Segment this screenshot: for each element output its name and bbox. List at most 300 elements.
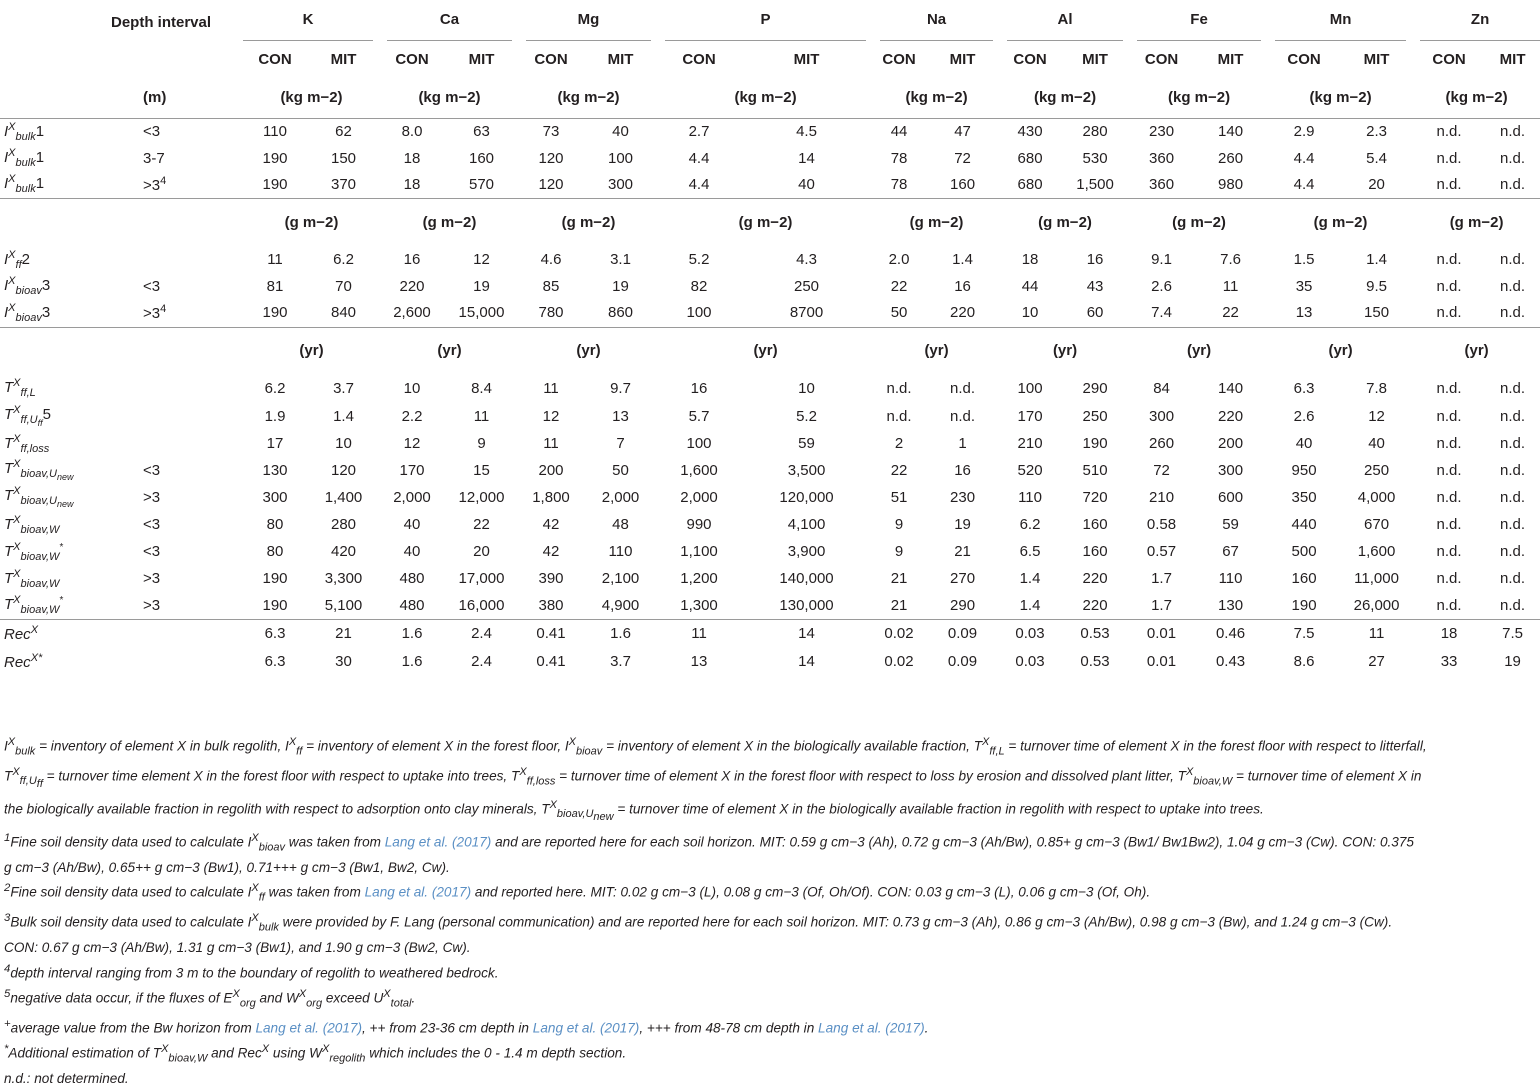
value-cell: 190	[262, 149, 288, 167]
value-cell: 2,000	[680, 489, 718, 506]
value-cell: 110	[1218, 570, 1243, 587]
value-cell: 11	[267, 251, 283, 268]
value-cell: 72	[1153, 462, 1170, 479]
value-cell: 16	[954, 462, 971, 479]
value-cell: 6.3	[1293, 379, 1315, 397]
table-row	[0, 619, 1540, 647]
value-cell: 160	[1082, 516, 1108, 533]
value-cell: 9	[894, 516, 904, 533]
value-cell: 0.09	[925, 619, 1000, 647]
value-cell: 80	[266, 516, 284, 533]
value-cell: n.d.	[1436, 462, 1462, 479]
value-cell: n.d.	[1500, 379, 1526, 397]
value-cell: 600	[1218, 489, 1244, 506]
value-cell: n.d.	[1436, 570, 1462, 587]
value-cell: 1.6	[401, 653, 423, 670]
value-cell: 260	[1149, 435, 1175, 452]
row-label: $T^X_{bioav,W}$	[4, 513, 60, 536]
value-cell: 78	[890, 149, 908, 167]
value-cell: 30	[335, 653, 352, 670]
con-header: CON	[534, 50, 568, 68]
depth-cell: <3	[105, 118, 243, 145]
unit-header: (yr)	[243, 327, 380, 373]
value-cell: 5,100	[324, 596, 363, 614]
value-cell: 950	[1291, 462, 1317, 479]
value-cell: 2.9	[1268, 118, 1340, 145]
value-cell: 17	[266, 435, 284, 452]
value-cell: 160	[950, 175, 976, 193]
footnote-2: $^2$Fine soil density data used to calculate $I^X_{ff}$ was taken from Lang et al. (2017) and reported here. MIT: 0.02 g cm−3 (L), 0.08 g cm−3 (Of, Oh/Of). CON: 0.03 g cm−3 (L), 0.06 g cm−3 (Of, Oh).	[4, 882, 1151, 904]
value-cell: 81	[266, 277, 284, 295]
value-cell: n.d.	[1500, 175, 1526, 193]
value-cell: 16	[954, 277, 971, 295]
value-cell: 300	[262, 489, 288, 506]
value-cell: 190	[262, 175, 288, 193]
value-cell: 290	[950, 596, 976, 614]
depth-cell: >3	[143, 489, 161, 506]
value-cell: 9.1	[1151, 251, 1172, 268]
value-cell: n.d.	[950, 408, 976, 425]
value-cell: 16	[403, 251, 421, 268]
depth-cell: 3-7	[143, 149, 165, 167]
value-cell: 4.4	[1293, 149, 1315, 167]
value-cell: 530	[1082, 149, 1108, 167]
value-cell: 13	[612, 408, 629, 425]
value-cell: 190	[1291, 596, 1317, 614]
value-cell: 14	[798, 149, 815, 167]
header-elements-row	[0, 0, 1540, 40]
con-header: CON	[1144, 50, 1179, 68]
value-cell: 48	[612, 516, 629, 533]
depth-cell	[105, 246, 243, 273]
value-cell: 7.8	[1366, 379, 1387, 397]
value-cell: 230	[1130, 118, 1193, 145]
row-label: $T^X_{ff,loss}$	[4, 432, 50, 455]
value-cell: 1	[958, 435, 967, 452]
value-cell: 21	[890, 596, 908, 614]
value-cell: n.d.	[1500, 516, 1526, 533]
value-cell: 18	[403, 149, 421, 167]
table-row	[0, 373, 1540, 403]
unit-header: (yr)	[1130, 327, 1268, 373]
con-header: CON	[882, 50, 916, 68]
value-cell: 480	[399, 570, 425, 587]
value-cell: 110	[243, 118, 307, 145]
value-cell: 100	[686, 304, 712, 322]
value-cell: 12	[542, 408, 560, 425]
value-cell: 5.2	[688, 251, 710, 268]
value-cell: 430	[1000, 118, 1060, 145]
value-cell: 82	[690, 277, 708, 295]
value-cell: 200	[538, 462, 564, 479]
value-cell: 11	[473, 408, 490, 425]
value-cell: 0.57	[1146, 543, 1177, 560]
value-cell: 2,000	[601, 489, 640, 506]
value-cell: 350	[1291, 489, 1317, 506]
value-cell: 11	[1222, 277, 1239, 295]
value-cell: 20	[473, 543, 490, 560]
unit-header: (g m−2)	[658, 198, 873, 246]
table-row	[0, 538, 1540, 565]
value-cell: 13	[1295, 304, 1313, 322]
value-cell: 160	[468, 149, 495, 167]
value-cell: 1,500	[1076, 175, 1114, 193]
value-cell: 1.6	[380, 619, 444, 647]
value-cell: 0.41	[536, 653, 566, 670]
footnote-5: $^5$negative data occur, if the fluxes of $E^X_{org}$ and $W^X_{org}$ exceed $U^X_{total}$.	[4, 987, 416, 1009]
value-cell: 4.6	[540, 251, 562, 268]
value-cell: 380	[538, 596, 564, 614]
value-cell: 130	[262, 462, 288, 479]
value-cell: 5.7	[688, 408, 710, 425]
value-cell: 16	[690, 379, 708, 397]
value-cell: 210	[1017, 435, 1043, 452]
value-cell: 220	[1082, 570, 1108, 587]
value-cell: 0.01	[1146, 653, 1177, 670]
value-cell: 220	[399, 277, 425, 295]
con-header: CON	[258, 50, 292, 68]
value-cell: 4.5	[740, 118, 873, 145]
value-cell: 1.4	[1019, 570, 1041, 587]
element-header-k: K	[243, 0, 380, 40]
value-cell: 280	[1060, 118, 1130, 145]
value-cell: 140,000	[779, 570, 834, 587]
value-cell: 3.1	[610, 251, 631, 268]
unit-header: (yr)	[873, 327, 1000, 373]
value-cell: n.d.	[950, 379, 976, 397]
value-cell: 1.6	[583, 619, 658, 647]
value-cell: 22	[473, 516, 490, 533]
value-cell: 520	[1017, 462, 1043, 479]
value-cell: n.d.	[1485, 118, 1540, 145]
value-cell: 40	[403, 543, 421, 560]
value-cell: 1,600	[680, 462, 718, 479]
value-cell: n.d.	[1500, 543, 1526, 560]
value-cell: 18	[403, 175, 421, 193]
value-cell: n.d.	[1436, 251, 1462, 268]
value-cell: 420	[330, 543, 357, 560]
value-cell: 21	[307, 619, 380, 647]
unit-header: (g m−2)	[1000, 198, 1130, 246]
con-header: CON	[1287, 50, 1321, 68]
depth-cell: $>3^4$	[143, 303, 167, 323]
depth-cell	[105, 619, 243, 647]
row-label: $I^X_{bioav}3$	[4, 301, 51, 324]
value-cell: n.d.	[1500, 277, 1526, 295]
unit-header: (kg m−2)	[1167, 89, 1231, 107]
value-cell: 0.53	[1060, 619, 1130, 647]
value-cell: 2,100	[601, 570, 640, 587]
value-cell: 26,000	[1353, 596, 1400, 614]
value-cell: 5.4	[1366, 149, 1387, 167]
value-cell: 18	[1021, 251, 1039, 268]
value-cell: 200	[1218, 435, 1244, 452]
value-cell: 130,000	[779, 596, 834, 614]
depth-cell	[105, 403, 243, 430]
unit-header: (kg m−2)	[905, 89, 968, 107]
value-cell: 2,000	[393, 489, 431, 506]
value-cell: 84	[1153, 379, 1170, 397]
value-cell: 100	[686, 435, 712, 452]
value-cell: 7.4	[1151, 304, 1172, 322]
table-row	[0, 145, 1540, 171]
value-cell: 0.58	[1146, 516, 1177, 533]
value-cell: 59	[1222, 516, 1239, 533]
unit-header: (yr)	[1268, 327, 1413, 373]
value-cell: 1.4	[1366, 251, 1387, 268]
value-cell: 2.3	[1340, 118, 1413, 145]
value-cell: 250	[1364, 462, 1390, 479]
value-cell: n.d.	[1500, 462, 1526, 479]
mit-header: MIT	[1499, 50, 1526, 68]
mit-header: MIT	[468, 50, 495, 68]
reference-link[interactable]: Lang et al. (2017)	[255, 1020, 362, 1036]
value-cell: 10	[798, 379, 815, 397]
value-cell: 11	[543, 435, 559, 452]
footnote-definitions: $I^X_{bulk}$ = inventory of element X in bulk regolith, $I^X_{ff}$ = inventory of element X in the forest floor, $I^X_{bioav}$ = inventory of element X in the biologically available fraction, $T^X_{ff,L}$ = turnover time of element X in the forest floor with respect to litterfall,	[4, 736, 1427, 758]
value-cell: 190	[1082, 435, 1108, 452]
value-cell: n.d.	[1500, 304, 1526, 322]
footnote-1: $^1$Fine soil density data used to calculate $I^X_{bioav}$ was taken from Lang et al. (2017) and are reported here for each soil horizon. MIT: 0.59 g cm−3 (Ah), 0.72 g cm−3 (Ah/Bw), 0.85+ g cm−3 (Bw1/ Bw1Bw2), 1.04 g cm−3 (Cw). CON: 0.375	[4, 831, 1414, 854]
value-cell: n.d.	[886, 408, 912, 425]
value-cell: 15,000	[458, 304, 505, 322]
value-cell: 100	[1017, 379, 1043, 397]
value-cell: 60	[1086, 304, 1104, 322]
value-cell: 250	[794, 277, 820, 295]
value-cell: n.d.	[1436, 596, 1462, 614]
depth-cell	[105, 430, 243, 457]
unit-header: (kg m−2)	[557, 89, 620, 107]
value-cell: 4,100	[787, 516, 826, 533]
value-cell: 1.7	[1151, 596, 1172, 614]
value-cell: 70	[335, 277, 352, 295]
unit-header: (g m−2)	[873, 198, 1000, 246]
value-cell: 150	[1364, 304, 1390, 322]
value-cell: 10	[335, 435, 352, 452]
value-cell: 0.01	[1130, 619, 1193, 647]
unit-header: (g m−2)	[519, 198, 658, 246]
table-row	[0, 565, 1540, 592]
unit-header: (kg m−2)	[1445, 89, 1508, 107]
value-cell: 4.3	[796, 251, 817, 268]
value-cell: 40	[1368, 435, 1385, 452]
depth-cell: $>3^4$	[143, 174, 167, 194]
value-cell: 7.5	[1485, 619, 1540, 647]
value-cell: 1.4	[333, 408, 354, 425]
value-cell: 370	[330, 175, 357, 193]
value-cell: 140	[1193, 118, 1268, 145]
value-cell: 0.53	[1080, 653, 1110, 670]
value-cell: 6.3	[243, 619, 307, 647]
value-cell: 2.6	[1151, 277, 1172, 295]
element-header-na: Na	[873, 0, 1000, 40]
value-cell: 120	[330, 462, 357, 479]
value-cell: n.d.	[1500, 149, 1526, 167]
value-cell: 73	[519, 118, 583, 145]
value-cell: 9	[477, 435, 486, 452]
value-cell: 3.7	[333, 379, 354, 397]
value-cell: 100	[607, 149, 634, 167]
row-label: $T^X_{ff,L}$	[4, 377, 36, 399]
value-cell: 300	[1218, 462, 1244, 479]
value-cell: 2	[894, 435, 904, 452]
unit-row-kg	[0, 78, 1540, 118]
value-cell: n.d.	[1413, 118, 1485, 145]
value-cell: 440	[1291, 516, 1317, 533]
value-cell: n.d.	[1500, 408, 1526, 425]
value-cell: 0.41	[519, 619, 583, 647]
value-cell: 50	[612, 462, 629, 479]
value-cell: 4.4	[688, 149, 710, 167]
reference-link[interactable]: Lang et al. (2017)	[384, 834, 492, 850]
value-cell: 170	[399, 462, 425, 479]
row-label: Rec$^{X*}$	[4, 652, 43, 671]
unit-header: (kg m−2)	[1033, 89, 1097, 107]
value-cell: 150	[330, 149, 357, 167]
value-cell: 270	[950, 570, 976, 587]
value-cell: 3,300	[324, 570, 363, 587]
table-row	[0, 647, 1540, 676]
value-cell: n.d.	[1500, 435, 1526, 452]
value-cell: 390	[538, 570, 564, 587]
value-cell: 18	[1413, 619, 1485, 647]
header-treatment-row	[0, 40, 1540, 78]
value-cell: 42	[542, 516, 560, 533]
footnote-1-cont: g cm−3 (Ah/Bw), 0.65++ g cm−3 (Bw1), 0.71+++ g cm−3 (Bw1, Bw2, Cw).	[4, 859, 450, 875]
value-cell: 160	[1291, 570, 1317, 587]
value-cell: 7	[616, 435, 625, 452]
value-cell: 44	[873, 118, 925, 145]
value-cell: 47	[925, 118, 1000, 145]
value-cell: 190	[262, 570, 288, 587]
value-cell: 9.7	[610, 379, 631, 397]
mit-header: MIT	[1363, 50, 1390, 68]
value-cell: 230	[950, 489, 976, 506]
row-label: $I^X_{bulk}1$	[4, 173, 45, 196]
unit-header: (g m−2)	[243, 198, 380, 246]
unit-header: (g m−2)	[1268, 198, 1413, 246]
unit-header: (yr)	[658, 327, 873, 373]
unit-header: (g m−2)	[1413, 198, 1540, 246]
row-label: $I^X_{ff}2$	[4, 248, 30, 271]
footnote-6: +average value from the Bw horizon from Lang et al. (2017), ++ from 23-36 cm depth in Lang et al. (2017), +++ from 48-78 cm depth in Lang et al. (2017).	[4, 1017, 929, 1036]
value-cell: 6.5	[1019, 543, 1041, 560]
value-cell: 85	[542, 277, 560, 295]
value-cell: 21	[890, 570, 908, 587]
table-row	[0, 592, 1540, 619]
footnote-definitions-2: $T^X_{ff,U_{ff}}$ = turnover time element X in the forest floor with respect to uptake into trees, $T^X_{ff,loss}$ = turnover time of element X in the forest floor with respect to loss by erosion and dissolved plant litter, $T^X_{bioav,W}$ = turnover time of element X in	[4, 765, 1422, 791]
reference-link[interactable]: Lang et al. (2017)	[364, 884, 472, 900]
unit-row-yr	[0, 327, 1540, 373]
unit-header: (g m−2)	[1130, 198, 1268, 246]
row-label: $T^X_{bioav,W}$	[4, 567, 60, 590]
con-header: CON	[682, 50, 716, 68]
unit-header: (kg m−2)	[1309, 89, 1372, 107]
value-cell: n.d.	[1436, 408, 1462, 425]
value-cell: 990	[686, 516, 712, 533]
table-row	[0, 403, 1540, 430]
value-cell: 2.0	[888, 251, 910, 268]
value-cell: 40	[403, 516, 421, 533]
table-row	[0, 118, 1540, 145]
footnote-8: n.d.: not determined.	[4, 1070, 129, 1086]
value-cell: 4.4	[688, 175, 710, 193]
value-cell: 80	[266, 543, 284, 560]
value-cell: 11	[543, 379, 559, 397]
value-cell: 4,000	[1357, 489, 1396, 506]
reference-link[interactable]: Lang et al. (2017)	[532, 1020, 640, 1036]
value-cell: 0.43	[1215, 653, 1246, 670]
value-cell: 130	[1218, 596, 1244, 614]
mit-header: MIT	[330, 50, 357, 68]
value-cell: 17,000	[458, 570, 505, 587]
value-cell: 860	[607, 304, 634, 322]
value-cell: 1,200	[680, 570, 718, 587]
footnote-3: $^3$Bulk soil density data used to calculate $I^X_{bulk}$ were provided by F. Lang (personal communication) and are reported here for each soil horizon. MIT: 0.73 g cm−3 (Ah), 0.86 g cm−3 (Ah/Bw), 0.98 g cm−3 (Bw), and 1.24 g cm−3 (Cw).	[4, 912, 1393, 934]
value-cell: 1.5	[1293, 251, 1315, 268]
unit-header: (kg m−2)	[280, 89, 343, 107]
value-cell: 8700	[789, 304, 824, 322]
value-cell: 6.2	[264, 379, 286, 397]
con-header: CON	[395, 50, 429, 68]
value-cell: 4.4	[1293, 175, 1315, 193]
value-cell: 360	[1149, 175, 1175, 193]
row-label: $T^X_{bioav,U_{new}}$	[4, 485, 74, 510]
depth-unit-header: (m)	[143, 89, 167, 107]
table-row	[0, 171, 1540, 198]
row-label: $T^X_{bioav,W}^*$	[4, 540, 64, 563]
value-cell: 19	[1504, 653, 1521, 670]
value-cell: 11	[1340, 619, 1413, 647]
value-cell: n.d.	[886, 379, 912, 397]
value-cell: 72	[954, 149, 971, 167]
unit-header: (yr)	[519, 327, 658, 373]
value-cell: 1,100	[680, 543, 718, 560]
value-cell: 11	[658, 619, 740, 647]
value-cell: 12	[473, 251, 490, 268]
value-cell: 500	[1291, 543, 1317, 560]
row-label: $I^X_{bulk}1$	[0, 118, 105, 145]
value-cell: 63	[444, 118, 519, 145]
element-header-ca: Ca	[380, 0, 519, 40]
footnote-7: *Additional estimation of $T^X_{bioav,W}$ and Rec$^X$ using $W^X_{regolith}$ which includes the 0 - 1.4 m depth section.	[4, 1042, 627, 1064]
value-cell: 12,000	[458, 489, 505, 506]
value-cell: 220	[1218, 408, 1244, 425]
depth-interval-header: Depth interval	[111, 14, 212, 31]
footnote-4: $^4$depth interval ranging from 3 m to the boundary of regolith to weathered bedrock.	[4, 962, 499, 981]
value-cell: 6.2	[333, 251, 354, 268]
value-cell: 160	[1082, 543, 1108, 560]
value-cell: n.d.	[1436, 435, 1462, 452]
value-cell: 14	[740, 619, 873, 647]
value-cell: 8.4	[471, 379, 492, 397]
value-cell: 140	[1218, 379, 1244, 397]
value-cell: 7.5	[1268, 619, 1340, 647]
value-cell: 220	[950, 304, 976, 322]
element-header-mn: Mn	[1268, 0, 1413, 40]
value-cell: n.d.	[1500, 570, 1526, 587]
value-cell: 19	[473, 277, 490, 295]
con-header: CON	[1013, 50, 1047, 68]
reference-link[interactable]: Lang et al. (2017)	[818, 1020, 925, 1036]
value-cell: 40	[798, 175, 815, 193]
value-cell: 0.02	[873, 619, 925, 647]
value-cell: 3,500	[787, 462, 826, 479]
value-cell: n.d.	[1436, 304, 1462, 322]
value-cell: 1.7	[1151, 570, 1172, 587]
value-cell: 5.2	[796, 408, 817, 425]
value-cell: 33	[1440, 653, 1458, 670]
